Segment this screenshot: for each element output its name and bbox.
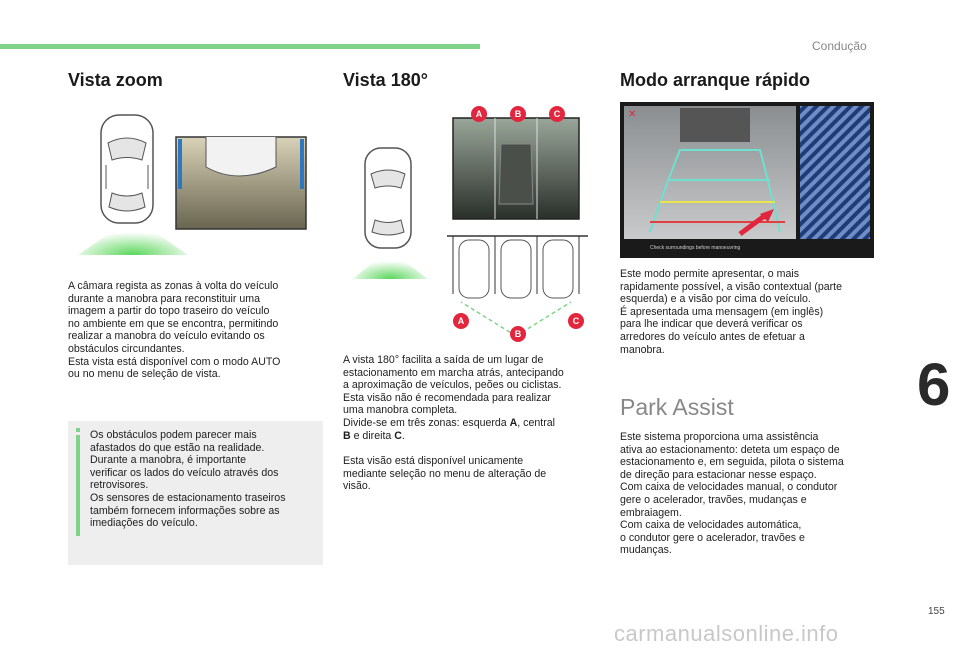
vista-zoom-body: A câmara regista as zonas à volta do veículo durante a manobra para reconstituir uma imagem a partir do topo traseiro do veículo no ambiente em que se encontra, permitindo realizar a manobra do veículo evitando os obstáculos circundantes. Esta vista está disponível com o modo AUTO ou no menu de seleção de vista.: [68, 280, 281, 381]
label-b-badge: B: [510, 106, 526, 122]
info-icon: [74, 428, 82, 536]
label-a-badge-bottom: A: [453, 313, 469, 329]
vista-180-p2: Divide-se em três zonas: esquerda A, central B e direita C.: [343, 417, 555, 442]
label-c-badge-bottom: C: [568, 313, 584, 329]
modo-arranque-title: Modo arranque rápido: [620, 70, 811, 90]
modo-arranque-body: Este modo permite apresentar, o mais rapidamente possível, a visão contextual (parte esquerda) e a visão por cima do veículo. É apresentada uma mensagem (em inglês) para lhe indicar que deverá verificar os arredores do veículo antes de efetuar a manobra.: [620, 268, 843, 356]
vista-zoom-illustration: [68, 105, 308, 255]
vista-180-p3: Esta visão está disponível unicamente mediante seleção no menu de alteração de visão.: [343, 455, 547, 493]
vista-zoom-title: Vista zoom: [68, 70, 163, 90]
label-c-badge: C: [549, 106, 565, 122]
vista-180-p1: A vista 180° facilita a saída de um lugar de estacionamento em marcha atrás, antecipando a aproximação de veículos, peões ou ciclistas. Esta visão não é recomendada para realizar uma manobra completa.: [343, 354, 564, 417]
chapter-number: 6: [917, 351, 951, 418]
svg-text:✕: ✕: [628, 109, 637, 120]
watermark: carmanualsonline.info: [614, 621, 839, 646]
park-assist-body: Este sistema proporciona uma assistência ativa ao estacionamento: deteta um espaço de estacionamento e, em seguida, pilota o sistema de direção para estacionar nesse espaço. Com caixa de velocidades manual, o condutor gere o acelerador, travões, mudanças e embraiagem. Com caixa de velocidades automática, o condutor gere o acelerador, travões e mudanças.: [620, 431, 844, 557]
park-assist-title: Park Assist: [620, 394, 734, 420]
car-top-icon: [365, 148, 411, 248]
car-top-icon: [101, 115, 153, 223]
modo-arranque-screen: [620, 102, 874, 258]
header-accent-bar: [0, 44, 480, 49]
screen-message: Check surroundings before manoeuvring: [650, 245, 741, 251]
label-b-badge-bottom: B: [510, 326, 526, 342]
page-number: 155: [928, 606, 945, 617]
vista-180-title: Vista 180°: [343, 70, 428, 90]
section-label: Condução: [812, 39, 867, 53]
note-text: Os obstáculos podem parecer mais afastados do que estão na realidade. Durante a manobra, é importante verificar os lados do veículo através dos retrovisores. Os sensores de estacionamento traseiros também fornecem informações sobre as imediações do veículo.: [90, 429, 286, 530]
label-a-badge: A: [471, 106, 487, 122]
